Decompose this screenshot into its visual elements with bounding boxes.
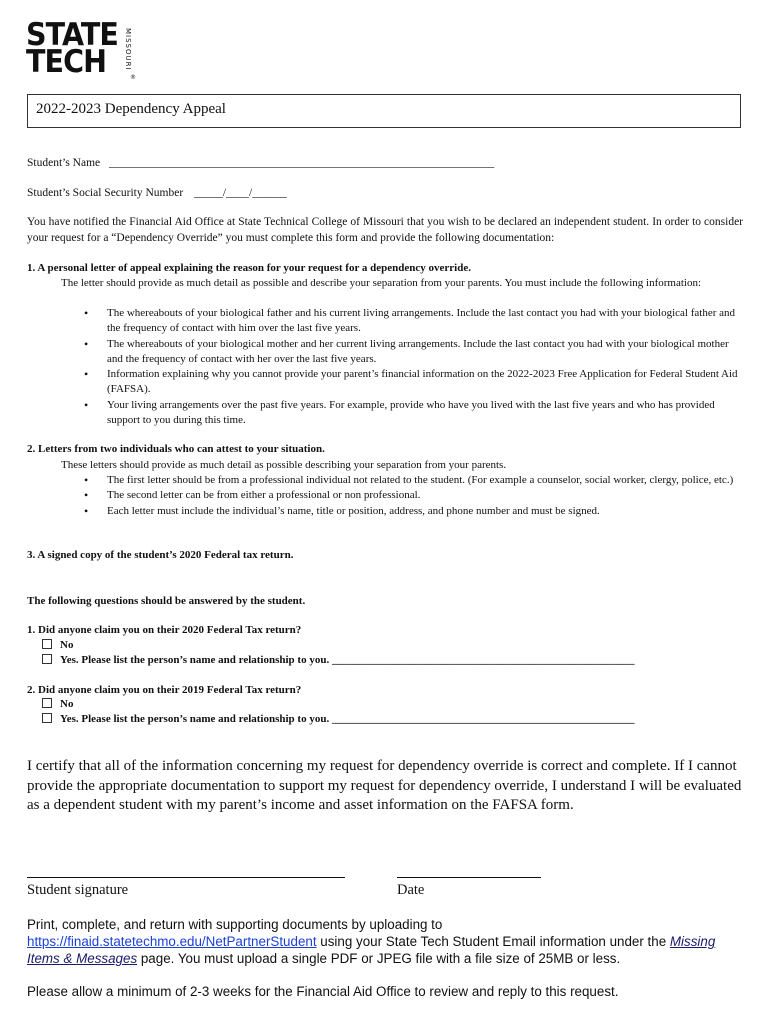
question-1-title: 1. Did anyone claim you on their 2020 Federal Tax return?: [27, 624, 302, 636]
student-signature-label: Student signature: [27, 882, 129, 898]
question-2-no-label: No: [60, 698, 74, 710]
checkbox-icon[interactable]: [42, 698, 52, 708]
intro-paragraph: You have notified the Financial Aid Office at State Technical College of Missouri that you wish to be declared an independent student. In order to consider your request for a “Dependency Override” you must complete this form and provide the following documentation:: [27, 216, 743, 244]
student-name-field[interactable]: ___________________________________________________________________: [109, 157, 495, 169]
student-signature-line[interactable]: [27, 877, 345, 878]
question-1-yes-label: Yes. Please list the person’s name and relationship to you. _______________________________________________________: [60, 654, 635, 666]
form-title: 2022-2023 Dependency Appeal: [36, 101, 226, 117]
ssn-field[interactable]: _____/____/______: [194, 187, 287, 199]
section-2-title: 2. Letters from two individuals who can attest to your situation.: [27, 443, 325, 455]
question-1-no-option[interactable]: [42, 639, 73, 651]
checkbox-icon[interactable]: [42, 654, 52, 664]
ssn-row: [27, 187, 287, 199]
question-2-title: 2. Did anyone claim you on their 2019 Federal Tax return?: [27, 684, 302, 696]
section-2-body: These letters should provide as much detail as possible describing your separation from your parents.: [61, 459, 507, 471]
upload-instructions: [27, 916, 747, 967]
checkbox-icon[interactable]: [42, 639, 52, 649]
student-name-row: [27, 157, 494, 169]
question-2-no-option[interactable]: [42, 698, 73, 710]
section-1-bullets: [84, 306, 744, 428]
upload-text-start: Print, complete, and return with supporting documents by uploading to: [27, 917, 443, 932]
netpartner-link[interactable]: https://finaid.statetechmo.edu/NetPartnerStudent: [27, 934, 317, 949]
logo-side-text: MISSOURI: [124, 28, 132, 71]
bullet-item: • The second letter can be from either a professional or non professional.: [84, 488, 744, 503]
section-1-title: 1. A personal letter of appeal explaining the reason for your request for a dependency override.: [27, 262, 471, 274]
bullet-item: • Your living arrangements over the past five years. For example, provide who have you lived with the last five years and who has provided support to you during this time.: [84, 398, 744, 429]
form-title-box: [27, 94, 741, 128]
questions-intro: The following questions should be answered by the student.: [27, 595, 306, 607]
ssn-label: Student’s Social Security Number: [27, 187, 184, 199]
date-line[interactable]: [397, 877, 541, 878]
state-tech-logo: [26, 17, 136, 82]
bullet-item: • The first letter should be from a professional individual not related to the student. (For example a counselor, social worker, clergy, police, etc.): [84, 473, 744, 488]
student-name-label: Student’s Name: [27, 157, 101, 169]
bullet-item: • Information explaining why you cannot provide your parent’s financial information on the 2022-2023 Free Application for Federal Student Aid (FAFSA).: [84, 367, 744, 398]
question-1-no-label: No: [60, 639, 74, 651]
missing-items-link[interactable]: Missing Items & Messages: [27, 934, 716, 966]
upload-text-end: page. You must upload a single PDF or JPEG file with a file size of 25MB or less.: [137, 951, 621, 966]
checkbox-icon[interactable]: [42, 713, 52, 723]
logo-registered-mark: ®: [130, 74, 136, 81]
certification-paragraph: I certify that all of the information concerning my request for dependency override is correct and complete. If I cannot provide the appropriate documentation to support my request for dependency override, I understand I will be evaluated as a dependent student with my parent’s income and asset information on the FAFSA form.: [27, 758, 742, 813]
bullet-item: • The whereabouts of your biological father and his current living arrangements. Include the last contact you had with your biological father and the frequency of contact with him over the last five years.: [84, 306, 744, 337]
section-1-body: The letter should provide as much detail as possible and describe your separation from your parents. You must include the following information:: [61, 277, 702, 289]
section-3-title: 3. A signed copy of the student’s 2020 Federal tax return.: [27, 549, 294, 561]
date-label: Date: [397, 882, 425, 898]
question-2-yes-label: Yes. Please list the person’s name and relationship to you. _______________________________________________________: [60, 713, 635, 725]
question-1-yes-option[interactable]: [42, 654, 634, 666]
question-2-yes-option[interactable]: [42, 713, 634, 725]
bullet-item: • Each letter must include the individual’s name, title or position, address, and phone number and must be signed.: [84, 504, 744, 519]
logo-line-1: STATE: [26, 17, 118, 53]
upload-text-mid: using your State Tech Student Email information under the: [316, 934, 670, 949]
section-2-bullets: [84, 473, 744, 519]
logo-line-2: TECH: [26, 44, 107, 80]
review-time-note: Please allow a minimum of 2-3 weeks for the Financial Aid Office to review and reply to this request.: [27, 984, 619, 999]
bullet-item: • The whereabouts of your biological mother and her current living arrangements. Include the last contact you had with your biological mother and the frequency of contact with her over the last five years.: [84, 337, 744, 368]
